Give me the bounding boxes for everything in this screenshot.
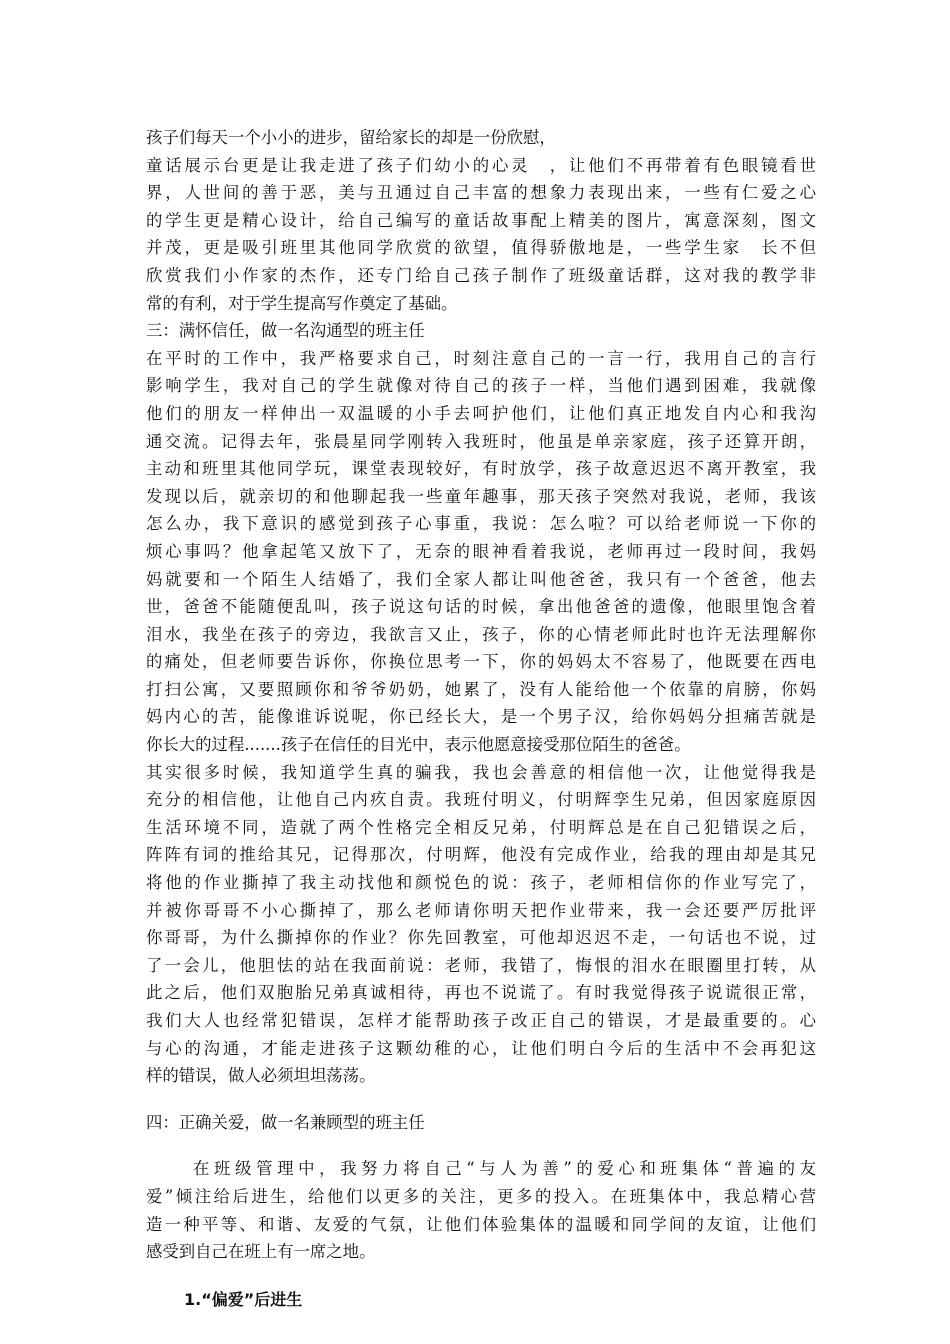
paragraph-line: 样的错误，做人必须坦坦荡荡。 (146, 1066, 376, 1086)
paragraph-line: 通交流。记得去年，张晨星同学刚转入我班时，他虽是单亲家庭，孩子还算开朗， (146, 431, 816, 451)
section-heading: 四：正确关爱，做一名兼顾型的班主任 (146, 1112, 425, 1132)
document-page (146, 124, 816, 1315)
paragraph-line: 世，爸爸不能随便乱叫，孩子说这句话的时候，拿出他爸爸的遗像，他眼里饱含着 (146, 597, 816, 617)
subsection-heading: 1.“偏爱”后进生 (184, 1289, 303, 1309)
paragraph-line: 主动和班里其他同学玩，课堂表现较好，有时放学，孩子故意迟迟不离开教室，我 (146, 459, 816, 479)
paragraph-line: 常的有利，对于学生提高写作奠定了基础。 (146, 293, 458, 313)
paragraph-line: 烦心事吗？他拿起笔又放下了，无奈的眼神看着我说，老师再过一段时间，我妈 (146, 541, 816, 561)
paragraph-line: 妈内心的苦，能像谁诉说呢，你已经长大，是一个男子汉，给你妈妈分担痛苦就是 (146, 707, 816, 727)
paragraph-line: 妈就要和一个陌生人结婚了，我们全家人都让叫他爸爸，我只有一个爸爸，他去 (146, 569, 816, 589)
paragraph-line: 发现以后，就亲切的和他聊起我一些童年趣事，那天孩子突然对我说，老师，我该 (146, 486, 816, 506)
paragraph-line: 爱”倾注给后进生，给他们以更多的关注，更多的投入。在班集体中，我总精心营 (146, 1186, 816, 1206)
paragraph-line: 我们大人也经常犯错误，怎样才能帮助孩子改正自己的错误，才是最重要的。心 (146, 1011, 816, 1030)
paragraph-line: 的学生更是精心设计，给自己编写的童话故事配上精美的图片，寓意深刻，图文 (146, 210, 816, 230)
paragraph-line: 并被你哥哥不小心撕掉了，那么老师请你明天把作业带来，我一会还要严厉批评 (146, 900, 816, 920)
paragraph-line: 怎么办，我下意识的感觉到孩子心事重，我说：怎么啦？可以给老师说一下你的 (146, 514, 816, 534)
paragraph-line: 界，人世间的善于恶，美与丑通过自己丰富的想象力表现出来，一些有仁爱之心 (146, 183, 816, 203)
paragraph-line: 影响学生，我对自己的学生就像对待自己的孩子一样，当他们遇到困难，我就像 (146, 376, 816, 396)
paragraph-line: 其实很多时候，我知道学生真的骗我，我也会善意的相信他一次，让他觉得我是 (146, 762, 816, 782)
paragraph-line: 了一会儿，他胆怯的站在我面前说：老师，我错了，悔恨的泪水在眼圈里打转，从 (146, 955, 816, 975)
paragraph-line: 打扫公寓，又要照顾你和爷爷奶奶，她累了，没有人能给他一个依靠的肩膀，你妈 (146, 679, 816, 699)
paragraph-line: 童话展示台更是让我走进了孩子们幼小的心灵 ，让他们不再带着有色眼镜看世 (146, 155, 816, 175)
paragraph-line: 感受到自己在班上有一席之地。 (146, 1242, 376, 1262)
paragraph-line: 在班级管理中，我努力将自己“与人为善”的爱心和班集体“普遍的友 (193, 1159, 816, 1179)
paragraph-line: 充分的相信他，让他自己内疚自责。我班付明义，付明辉孪生兄弟，但因家庭原因 (146, 790, 816, 810)
paragraph-line: 与心的沟通，才能走进孩子这颗幼稚的心，让他们明白今后的生活中不会再犯这 (146, 1038, 816, 1058)
paragraph-line: 并茂，更是吸引班里其他同学欣赏的欲望，值得骄傲地是，一些学生家 长不但 (146, 238, 816, 258)
paragraph-line: 的痛处，但老师要告诉你，你换位思考一下，你的妈妈太不容易了，他既要在西电 (146, 652, 816, 672)
paragraph-line: 你哥哥，为什么撕掉你的作业？你先回教室，可他却迟迟不走，一句话也不说，过 (146, 928, 816, 948)
paragraph-line: 孩子们每天一个小小的进步，留给家长的却是一份欣慰， (146, 128, 556, 147)
paragraph-line: 泪水，我坐在孩子的旁边，我欲言又止，孩子，你的心情老师此时也许无法理解你 (146, 624, 816, 644)
paragraph-line: 造一种平等、和谐、友爱的气氛，让他们体验集体的温暖和同学间的友谊，让他们 (146, 1214, 816, 1234)
paragraph-line: 欣赏我们小作家的杰作，还专门给自己孩子制作了班级童话群，这对我的教学非 (146, 265, 816, 285)
paragraph-line: 生活环境不同，造就了两个性格完全相反兄弟，付明辉总是在自己犯错误之后， (146, 817, 816, 837)
paragraph-line: 你长大的过程.......孩子在信任的目光中，表示他愿意接受那位陌生的爸爸。 (146, 735, 691, 755)
paragraph-line: 阵阵有词的推给其兄，记得那次，付明辉，他没有完成作业，给我的理由却是其兄 (146, 845, 816, 865)
paragraph-line: 他们的朋友一样伸出一双温暖的小手去呵护他们，让他们真正地发自内心和我沟 (146, 403, 816, 423)
paragraph-line: 将他的作业撕掉了我主动找他和颜悦色的说：孩子，老师相信你的作业写完了， (146, 873, 816, 893)
section-heading: 三：满怀信任，做一名沟通型的班主任 (146, 321, 425, 341)
paragraph-gap (146, 1136, 816, 1155)
paragraph-line: 此之后，他们双胞胎兄弟真诚相待，再也不说谎了。有时我觉得孩子说谎很正常， (146, 983, 816, 1003)
paragraph-line: 在平时的工作中，我严格要求自己，时刻注意自己的一言一行，我用自己的言行 (146, 348, 816, 368)
paragraph-gap (146, 1090, 816, 1109)
paragraph-gap (146, 1266, 816, 1285)
